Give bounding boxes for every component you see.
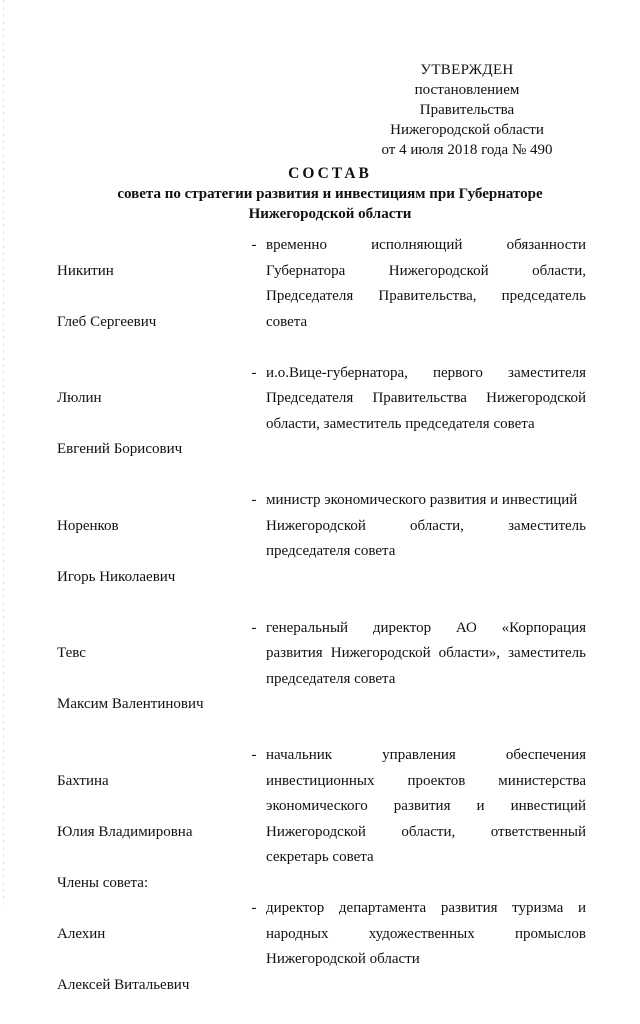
position-line: Губернатора Нижегородской области, <box>266 262 586 279</box>
approval-stamp <box>372 60 562 160</box>
position-line: начальник управления обеспечения <box>266 747 586 763</box>
position-line: Председателя Правительства Нижегородской <box>266 390 586 406</box>
member-surname: Норенков <box>57 517 119 534</box>
position-line: и.о.Вице-губернатора, первого заместителя <box>266 364 586 381</box>
member-given-names: Юлия Владимировна <box>57 823 193 840</box>
member-position <box>266 233 586 361</box>
member-position <box>266 743 586 871</box>
position-line: временно исполняющий обязанности <box>266 237 586 253</box>
member-dash: - <box>251 364 257 381</box>
member-name <box>57 233 242 361</box>
member-name <box>57 743 242 871</box>
member-dash: - <box>251 900 257 916</box>
member-name <box>57 896 242 1024</box>
position-line: председателя совета <box>266 670 396 687</box>
member-dash: - <box>251 237 257 253</box>
council-members-heading: Члены совета: <box>57 874 149 891</box>
member-position <box>266 488 586 616</box>
title-sub-2: Нижегородской области <box>248 206 412 222</box>
member-surname: Тевс <box>57 645 86 661</box>
member-row <box>57 233 587 361</box>
member-surname: Люлин <box>57 390 102 406</box>
member-given-names: Глеб Сергеевич <box>57 313 157 330</box>
position-line: Председателя Правительства, председатель <box>266 288 586 304</box>
position-line: Нижегородской области <box>266 951 420 967</box>
position-line: области, заместитель председателя совета <box>266 415 535 432</box>
position-line: инвестиционных проектов министерства <box>266 772 586 789</box>
position-line: секретарь совета <box>266 849 374 865</box>
member-row <box>57 488 587 616</box>
position-line: экономического развития и инвестиций <box>266 798 586 814</box>
position-line: директор департамента развития туризма и <box>266 900 586 916</box>
member-row <box>57 896 587 1024</box>
member-dash: - <box>251 619 257 636</box>
approval-heading: УТВЕРЖДЕН <box>420 62 514 78</box>
member-dash: - <box>251 747 257 763</box>
member-row <box>57 743 587 871</box>
member-surname: Бахтина <box>57 772 109 789</box>
approval-line-1: постановлением Правительства <box>414 82 520 118</box>
member-position <box>266 616 586 744</box>
member-row <box>57 616 587 744</box>
position-line: генеральный директор АО «Корпорация <box>266 619 586 636</box>
member-surname: Никитин <box>57 262 114 279</box>
position-line: Нижегородской области, ответственный <box>266 823 586 840</box>
position-line: председателя совета <box>266 543 396 559</box>
position-line: развития Нижегородской области», заместитель <box>266 645 586 661</box>
member-position <box>266 896 586 1024</box>
title-main: СОСТАВ <box>288 165 372 182</box>
position-line: Нижегородской области, заместитель <box>266 517 586 534</box>
member-name <box>57 488 242 616</box>
approval-line-3: от 4 июля 2018 года № 490 <box>381 142 553 158</box>
approval-line-2: Нижегородской области <box>390 122 544 138</box>
member-name <box>57 616 242 744</box>
title-sub-1: совета по стратегии развития и инвестициям при Губернаторе <box>117 186 543 202</box>
member-given-names: Евгений Борисович <box>57 441 183 457</box>
document-title <box>60 164 600 224</box>
member-row <box>57 361 587 489</box>
member-dash: - <box>251 492 257 508</box>
scan-edge-artifact <box>3 0 4 905</box>
member-position <box>266 361 586 489</box>
member-surname: Алехин <box>57 925 106 942</box>
position-line: народных художественных промыслов <box>266 925 586 942</box>
member-given-names: Алексей Витальевич <box>57 976 190 993</box>
member-given-names: Максим Валентинович <box>57 696 204 712</box>
position-line: министр экономического развития и инвестиций <box>266 492 578 508</box>
position-line: совета <box>266 313 308 330</box>
member-given-names: Игорь Николаевич <box>57 568 176 585</box>
member-name <box>57 361 242 489</box>
